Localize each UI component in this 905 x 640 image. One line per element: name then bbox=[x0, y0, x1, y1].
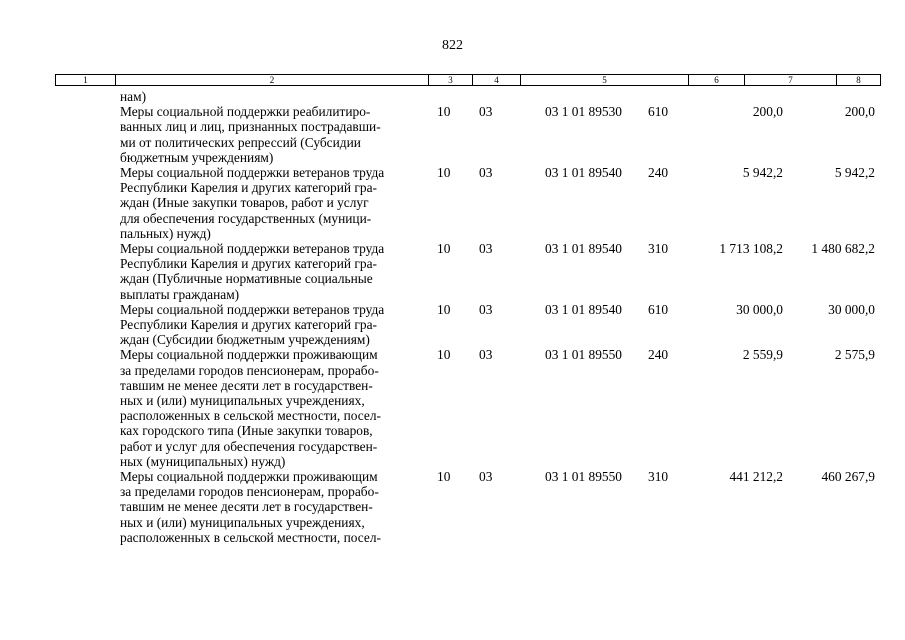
cell-c7: 5 942,2 bbox=[742, 165, 783, 181]
description-line: ждан (Иные закупки товаров, работ и услуг bbox=[120, 195, 369, 211]
column-header-3: 3 bbox=[429, 75, 473, 85]
description-line: расположенных в сельской местности, посел- bbox=[120, 529, 381, 545]
cell-c4: 03 bbox=[479, 241, 493, 257]
description-line: Республики Карелия и других категорий гра- bbox=[120, 256, 377, 272]
description-line: пальных) нужд) bbox=[120, 225, 211, 241]
table-row bbox=[0, 347, 905, 469]
description-line: Меры социальной поддержки ветеранов труда bbox=[120, 165, 385, 181]
description-line: Меры социальной поддержки ветеранов труда bbox=[120, 241, 385, 257]
cell-c3: 10 bbox=[437, 301, 451, 317]
cell-c3: 10 bbox=[437, 241, 451, 257]
description-line: за пределами городов пенсионерам, прорабо- bbox=[120, 362, 379, 378]
description-line: ках городского типа (Иные закупки товаров, bbox=[120, 423, 373, 439]
page-number: 822 bbox=[442, 38, 463, 53]
description-line: Республики Карелия и других категорий гра- bbox=[120, 317, 377, 333]
description-line: выплаты гражданам) bbox=[120, 286, 240, 302]
row-description bbox=[120, 469, 420, 545]
cell-c6: 610 bbox=[648, 104, 669, 120]
table-row bbox=[0, 104, 905, 165]
cell-c8: 460 267,9 bbox=[821, 469, 875, 485]
description-line: для обеспечения государственных (муници- bbox=[120, 210, 372, 226]
column-header-8: 8 bbox=[856, 75, 861, 85]
description-line: Меры социальной поддержки проживающим bbox=[120, 469, 378, 485]
column-header-2: 2 bbox=[116, 75, 429, 85]
cell-c7: 30 000,0 bbox=[736, 301, 783, 317]
description-line: нам) bbox=[120, 89, 147, 104]
row-description bbox=[120, 104, 420, 165]
cell-c7: 1 713 108,2 bbox=[719, 241, 783, 257]
description-line: ванных лиц и лиц, признанных пострадавши- bbox=[120, 119, 381, 135]
cell-c6: 240 bbox=[648, 347, 669, 363]
cell-c7: 2 559,9 bbox=[742, 347, 783, 363]
cell-c4: 03 bbox=[479, 469, 493, 485]
row-description bbox=[120, 347, 420, 469]
table-header bbox=[55, 74, 881, 86]
cell-c8: 30 000,0 bbox=[828, 301, 875, 317]
cell-c7: 441 212,2 bbox=[729, 469, 783, 485]
description-line: ждан (Субсидии бюджетным учреждениям) bbox=[120, 332, 370, 348]
table-row bbox=[0, 165, 905, 241]
cell-c5: 03 1 01 89550 bbox=[545, 347, 622, 363]
row-description bbox=[120, 241, 420, 302]
description-line: Республики Карелия и других категорий гра- bbox=[120, 180, 377, 196]
cell-c6: 310 bbox=[648, 241, 669, 257]
cell-c4: 03 bbox=[479, 165, 493, 181]
description-line: тавшим не менее десяти лет в государствен- bbox=[120, 377, 373, 393]
row-description bbox=[120, 165, 420, 241]
column-header-1: 1 bbox=[56, 75, 116, 85]
cell-c7: 200,0 bbox=[752, 104, 783, 120]
cell-c5: 03 1 01 89540 bbox=[545, 241, 622, 257]
description-line: за пределами городов пенсионерам, прорабо- bbox=[120, 484, 379, 500]
cell-c3: 10 bbox=[437, 347, 451, 363]
cell-c3: 10 bbox=[437, 165, 451, 181]
description-line: работ и услуг для обеспечения государствен- bbox=[120, 438, 378, 454]
table-body bbox=[0, 89, 905, 545]
cell-c6: 310 bbox=[648, 469, 669, 485]
cell-c5: 03 1 01 89550 bbox=[545, 469, 622, 485]
description-line: Меры социальной поддержки реабилитиро- bbox=[120, 104, 371, 120]
description-line: ных и (или) муниципальных учреждениях, bbox=[120, 393, 365, 409]
description-line: ных и (или) муниципальных учреждениях, bbox=[120, 514, 365, 530]
description-line: Меры социальной поддержки проживающим bbox=[120, 347, 378, 363]
cell-c4: 03 bbox=[479, 347, 493, 363]
cell-c5: 03 1 01 89530 bbox=[545, 104, 622, 120]
description-line: ных (муниципальных) нужд) bbox=[120, 453, 286, 469]
cell-c8: 5 942,2 bbox=[834, 165, 875, 181]
cell-c6: 610 bbox=[648, 301, 669, 317]
cell-c8: 1 480 682,2 bbox=[811, 241, 875, 257]
row-description bbox=[120, 302, 420, 348]
table-row bbox=[0, 241, 905, 302]
cell-c5: 03 1 01 89540 bbox=[545, 301, 622, 317]
cell-c4: 03 bbox=[479, 301, 493, 317]
description-line: бюджетным учреждениям) bbox=[120, 149, 274, 165]
description-line: расположенных в сельской местности, посел- bbox=[120, 408, 381, 424]
description-line: ждан (Публичные нормативные социальные bbox=[120, 271, 373, 287]
cell-c3: 10 bbox=[437, 104, 451, 120]
cell-c3: 10 bbox=[437, 469, 451, 485]
column-header-6: 6 bbox=[689, 75, 745, 85]
cell-c8: 2 575,9 bbox=[834, 347, 875, 363]
cell-c8: 200,0 bbox=[844, 104, 875, 120]
description-line: тавшим не менее десяти лет в государствен- bbox=[120, 499, 373, 515]
description-line: ми от политических репрессий (Субсидии bbox=[120, 134, 361, 150]
row-description bbox=[120, 89, 420, 104]
column-header-7: 7 bbox=[745, 75, 837, 85]
table-row bbox=[0, 302, 905, 348]
description-line: Меры социальной поддержки ветеранов труда bbox=[120, 301, 385, 317]
cell-c4: 03 bbox=[479, 104, 493, 120]
column-header-5: 5 bbox=[521, 75, 689, 85]
cell-c6: 240 bbox=[648, 165, 669, 181]
table-row bbox=[0, 469, 905, 545]
column-header-4: 4 bbox=[473, 75, 521, 85]
cell-c5: 03 1 01 89540 bbox=[545, 165, 622, 181]
table-row bbox=[0, 89, 905, 104]
